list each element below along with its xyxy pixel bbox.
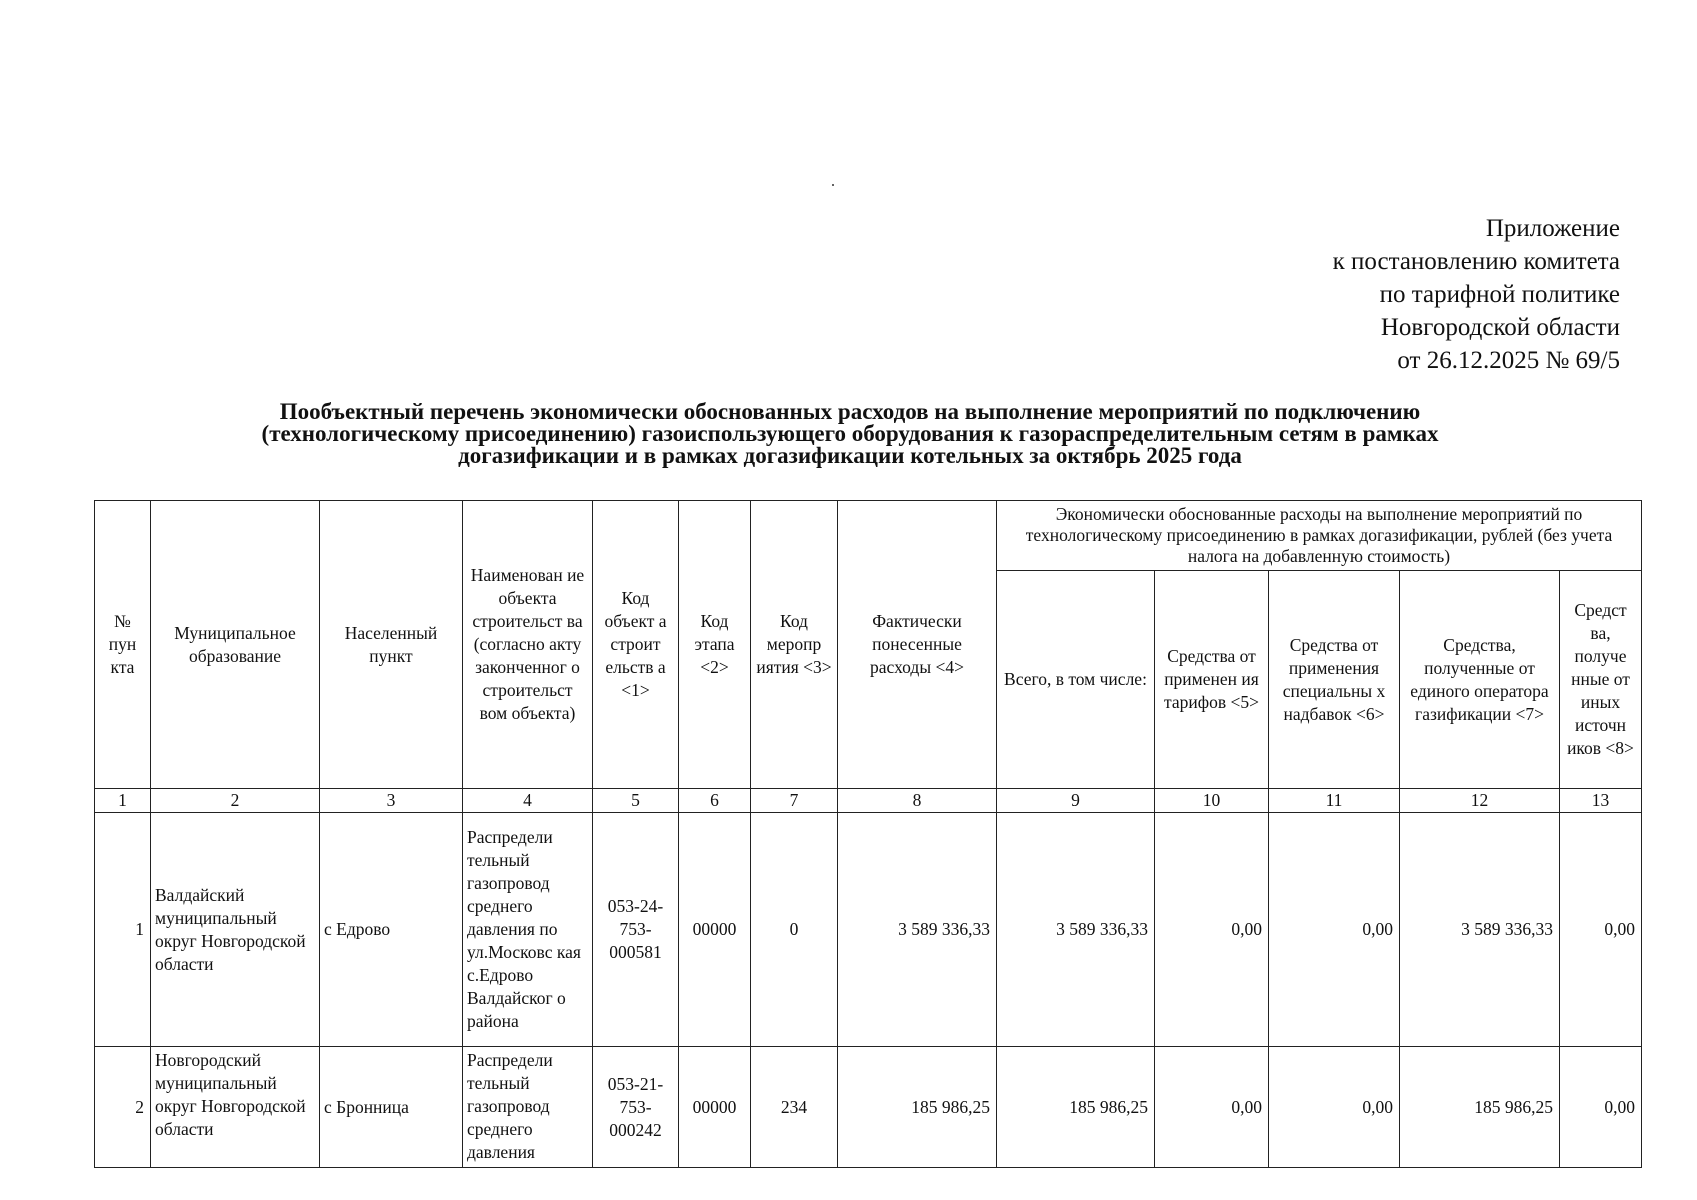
- row-settlement: с Бронница: [320, 1047, 463, 1168]
- appendix-line: по тарифной политике: [1379, 281, 1620, 308]
- column-number: 11: [1269, 789, 1400, 813]
- header-cell-settlement: Населенный пункт: [320, 501, 463, 789]
- row-special: 0,00: [1269, 1047, 1400, 1168]
- row-number: 2: [95, 1047, 151, 1168]
- row-total: 3 589 336,33: [997, 813, 1155, 1047]
- row-object: Распредели тельный газопровод среднего давления по ул.Московс кая с.Едрово Валдайског о района: [463, 813, 593, 1047]
- header-cell-object: Наименован ие объекта строительст ва (согласно акту законченног о строительст вом объекта): [463, 501, 593, 789]
- table-row: [95, 1047, 1642, 1168]
- appendix-line: к постановлению комитета: [1332, 248, 1620, 275]
- row-special: 0,00: [1269, 813, 1400, 1047]
- row-actual-expenses: 3 589 336,33: [838, 813, 997, 1047]
- column-number: 3: [320, 789, 463, 813]
- column-number: 12: [1400, 789, 1560, 813]
- header-cell-operator: Средства, полученные от единого оператора газификации <7>: [1400, 571, 1560, 789]
- row-tariffs: 0,00: [1155, 813, 1269, 1047]
- row-stage-code: 00000: [679, 1047, 751, 1168]
- title-line: Пообъектный перечень экономически обоснованных расходов на выполнение мероприятий по подключению: [279, 399, 1421, 424]
- column-number: 5: [593, 789, 679, 813]
- header-cell-actual-expenses: Фактически понесенные расходы <4>: [838, 501, 997, 789]
- header-cell-group: Экономически обоснованные расходы на выполнение мероприятий по технологическому присоединению в рамках догазификации, рублей (без учета налога на добавленную стоимость): [997, 501, 1642, 571]
- row-object: Распредели тельный газопровод среднего давления: [463, 1047, 593, 1168]
- header-cell-other: Средст ва, получе нные от иных источн иков <8>: [1560, 571, 1642, 789]
- header-cell-event-code: Код меропр иятия <3>: [751, 501, 838, 789]
- appendix-line: Приложение: [1485, 215, 1620, 242]
- column-number-row: [95, 789, 1642, 813]
- expenses-table: [94, 500, 1642, 1168]
- header-cell-stage-code: Код этапа <2>: [679, 501, 751, 789]
- row-other: 0,00: [1560, 813, 1642, 1047]
- header-cell-special: Средства от применения специальны х надбавок <6>: [1269, 571, 1400, 789]
- row-number: 1: [95, 813, 151, 1047]
- column-number: 2: [151, 789, 320, 813]
- column-number: 13: [1560, 789, 1642, 813]
- header-cell-municipality: Муниципальное образование: [151, 501, 320, 789]
- header-cell-tariffs: Средства от применен ия тарифов <5>: [1155, 571, 1269, 789]
- row-municipality: Валдайский муниципальный округ Новгородской области: [151, 813, 320, 1047]
- row-total: 185 986,25: [997, 1047, 1155, 1168]
- column-number: 10: [1155, 789, 1269, 813]
- title-line: догазификации и в рамках догазификации котельных за октябрь 2025 года: [458, 443, 1242, 468]
- header-cell-total: Всего, в том числе:: [997, 571, 1155, 789]
- document-title: [110, 401, 1590, 467]
- title-line: (технологическому присоединению) газоиспользующего оборудования к газораспределительным сетям в рамках: [261, 421, 1439, 446]
- appendix-line: Новгородской области: [1380, 314, 1620, 341]
- row-object-code: 053-24- 753- 000581: [593, 813, 679, 1047]
- row-event-code: 0: [751, 813, 838, 1047]
- appendix-block: [1333, 212, 1620, 377]
- row-operator: 185 986,25: [1400, 1047, 1560, 1168]
- row-tariffs: 0,00: [1155, 1047, 1269, 1168]
- table-row: [95, 813, 1642, 1047]
- column-number: 8: [838, 789, 997, 813]
- appendix-line: от 26.12.2025 № 69/5: [1397, 347, 1620, 374]
- header-row: [95, 501, 1642, 571]
- row-municipality: Новгородский муниципальный округ Новгородской области: [151, 1047, 320, 1168]
- row-stage-code: 00000: [679, 813, 751, 1047]
- row-other: 0,00: [1560, 1047, 1642, 1168]
- row-object-code: 053-21- 753- 000242: [593, 1047, 679, 1168]
- scan-speck: [832, 184, 834, 186]
- column-number: 6: [679, 789, 751, 813]
- row-actual-expenses: 185 986,25: [838, 1047, 997, 1168]
- row-operator: 3 589 336,33: [1400, 813, 1560, 1047]
- header-cell-number: № пун кта: [95, 501, 151, 789]
- column-number: 1: [95, 789, 151, 813]
- column-number: 7: [751, 789, 838, 813]
- column-number: 4: [463, 789, 593, 813]
- column-number: 9: [997, 789, 1155, 813]
- row-event-code: 234: [751, 1047, 838, 1168]
- row-settlement: с Едрово: [320, 813, 463, 1047]
- header-cell-object-code: Код объект а строит ельств а <1>: [593, 501, 679, 789]
